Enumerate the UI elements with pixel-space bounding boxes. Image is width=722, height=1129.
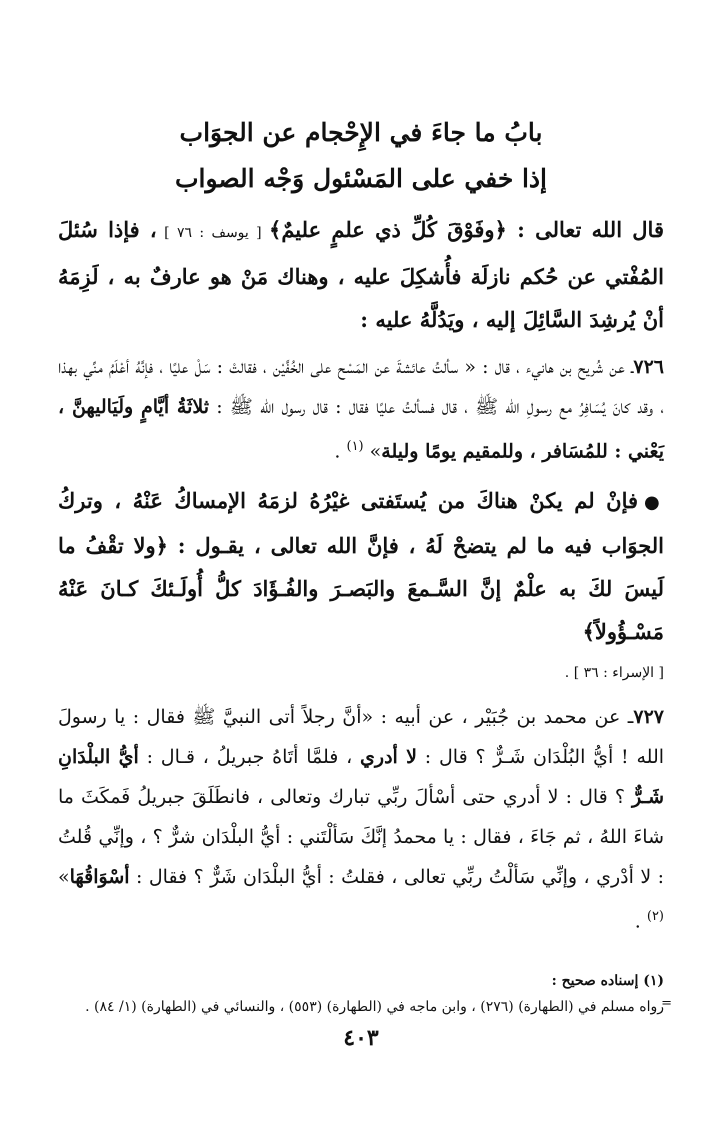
hadith-text: ـ عن محمد بن جُبَيْر ، عن أبيه : «أنَّ رجلاً أتى النبيَّ ﷺ فقال : يا رسولَ الله ! أيُّ البُلْدَان شَـرٌّ ؟ قال :: [58, 706, 665, 769]
note-text: فإنْ لم يكنْ هناكَ من يُستَفتى غيْرُهُ لزمَهُ الإمساكُ عَنْهُ ، وتركُ الجوَاب فيه ما لم يتضحْ لَهُ ، فإنَّ الله تعالى ، يقـول :: [58, 488, 664, 559]
hadith-end: .: [334, 440, 347, 463]
chapter-title-line-1: بابُ ما جاءَ في الإِحْجام عن الجوَاب: [179, 118, 543, 147]
intro-paragraph: [58, 208, 664, 341]
verse-reference-isra: [ الإسراء : ٣٦ ] .: [564, 665, 664, 682]
hadith-text: ؟ قال : لا أدري حتى أسْألَ ربِّي تبارك وتعالى ، فانطَلَقَ جبريلُ فَمكَثَ ما شاءَ اللهُ ، ثم جَاءَ ، فقال : يا محمدُ إنَّكَ سَألْتَني : أيُّ البلْدَان شرٌّ ؟ ، وإنِّي قُلتُ : لا أدْري ، وإنِّي سَألْتُ ربِّي تعالى ، فقلتُ : أيُّ البلْدَان شَرٌّ ؟ فقال :: [58, 786, 664, 889]
bullet-icon: ●: [644, 492, 664, 514]
hadith-bold-text: لا أدري: [360, 746, 418, 769]
note-paragraph: [58, 479, 664, 653]
hadith-close-quote: »: [58, 866, 70, 889]
hadith-727: [58, 697, 664, 941]
hadith-end: .: [634, 910, 647, 933]
document-page: [58, 110, 672, 1051]
hadith-number: ٧٢٧: [633, 706, 664, 729]
quran-verse-yusuf: ﴿وفَوْقَ كُلِّ ذي علمٍ عليمٌ﴾: [269, 217, 507, 242]
hadith-bold-text: ثلاثَةُ أيَّامٍ ولَيَاليهنَّ ، يَعْني : للمُسَافر ، وللمقيم يومًا وليلة: [58, 396, 664, 463]
hadith-close-quote: »: [363, 440, 382, 463]
quran-verse-isra: ﴿ولا تقْفُ ما لَيسَ لكَ به علْمٌ إنَّ السَّـمعَ والبَصـرَ والفُـؤَادَ كلُّ أُولَـئكَ كـانَ عَنْهُ مَسْـؤُولاً﴾: [58, 533, 664, 645]
hadith-726: [58, 347, 664, 471]
hadith-bold-text: أسْوَاقُهَا: [69, 866, 130, 889]
hadith-bold-text: أيُّ البلْدَانِ شَـرٌّ: [58, 746, 664, 809]
margin-mark: =: [661, 996, 672, 1011]
footnote-1-detail: رواه مسلم في (الطهارة) (٢٧٦) ، وابن ماجه في (الطهارة) (٥٥٣) ، والنسائي في (الطهارة) (١/ ٨٤) .: [85, 999, 664, 1015]
chapter-title: [58, 110, 664, 202]
hadith-number: ٧٢٦: [633, 356, 664, 378]
footnote-1-heading: (١) إسناده صحيح :: [551, 973, 664, 989]
footnote-ref-2: (٢): [646, 909, 664, 925]
intro-text: ، فإذا سُئلَ المُفْتي عن حُكم نازلَة فأُشكِلَ عليه ، وهناك مَنْ هو عارفٌ به ، لَزِمَهُ أنْ يُرشِدَ السَّائِلَ إليه ، ويَدُلَّهُ عليه :: [58, 217, 664, 332]
hadith-text: ـ عن شُريح بن هانيء ، قال : « سألتُ عائشةَ عن المَسْح على الخُفَّيْن ، فقالتْ : سَلْ عليًا ، فإنَّهُ أعْلَمُ منِّي بهذا ، وقد كانَ يُسَافِرُ مع رسولِ الله ﷺ ، قال فسألتُ عليًا فقال : قال رسول الله ﷺ :: [58, 356, 664, 418]
page-number: ٤٠٣: [343, 1025, 379, 1051]
verse-reference: [ يوسف : ٧٦ ]: [156, 225, 270, 241]
footnotes: [58, 968, 664, 1020]
hadith-text: ، فلمَّا أتَاهُ جبريلُ ، قـال :: [138, 746, 361, 769]
chapter-title-line-2: إذا خفي على المَسْئول وَجْه الصواب: [174, 164, 548, 193]
intro-lead: قال الله تعالى :: [506, 217, 664, 242]
footnote-ref-1: (١): [346, 439, 364, 454]
